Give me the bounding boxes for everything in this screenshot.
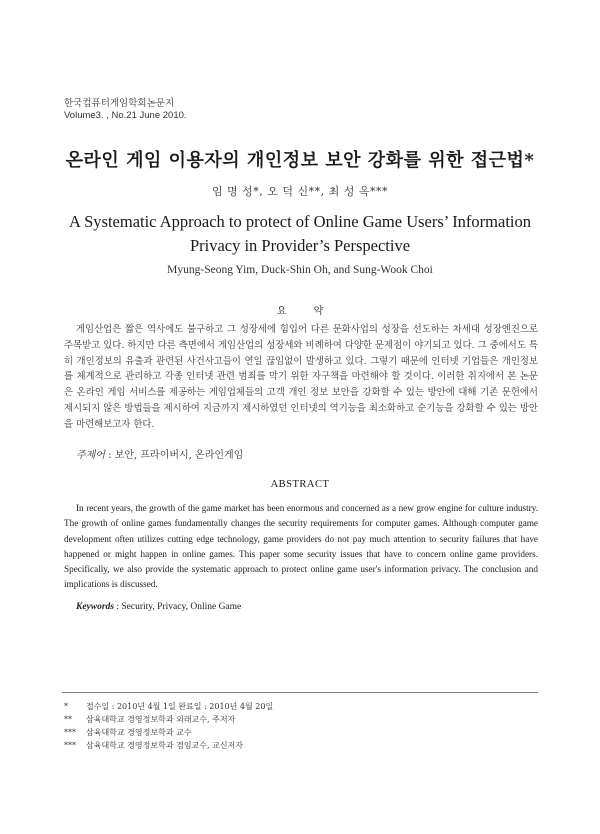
abstract-english [64,501,538,593]
footnote-mark: *** [64,741,76,750]
footnote [64,700,273,713]
footnotes [64,700,273,752]
abstract-english-text: In recent years, the growth of the game market has been enormous and concerned as a new grow engine for culture industry. The growth of online games fundamentally changes the security requirements for computer games. Although computer game development often utilizes cutting edge technology, game providers do not pay much attention to security failures that have happened or might happen in online games. This paper some security issues that have to concern online game providers. Specifically, we also provide the systematic approach to protect online game user's information privacy. The conclusion and implications is discussed. [64,503,538,590]
footnote [64,726,273,739]
footnote-mark: *** [64,728,76,737]
abstract-korean [64,322,538,433]
keywords-korean-label: 주제어 [76,450,105,461]
paper-title-korean: 온라인 게임 이용자의 개인정보 보안 강화를 위한 접근법* [65,150,535,171]
keywords-english-label: Keywords [76,602,114,612]
footnote-text: 접수일 : 2010년 4월 1일 완료일 : 2010년 4월 20일 [86,702,274,711]
footnote-mark: * [64,702,68,711]
footnote [64,713,273,726]
authors-english: Myung-Seong Yim, Duck-Shin Oh, and Sung-Wook Choi [167,264,433,276]
footnote-text: 삼육대학교 경영정보학과 교수 [86,728,192,737]
keywords-english [76,602,241,612]
footnote-text: 삼육대학교 경영정보학과 겸임교수, 교신저자 [86,741,244,750]
journal-header [64,98,187,122]
keywords-korean-value: : 보안, 프라이버시, 온라인게임 [104,450,244,461]
footnote-mark: ** [64,715,72,724]
abstract-korean-text: 게임산업은 짧은 역사에도 불구하고 그 성장세에 힘입어 다른 문화사업의 성장을 선도하는 차세대 성장엔진으로 주목받고 있다. 하지만 다른 측면에서 게임산업의 성장세와 비례하여 다양한 문제점이 야기되고 있다. 그 중에서도 특히 개인정보의 유출과 관련된 사건사고들이 연일 끊임없이 발생하고 있다. 그렇기 때문에 인터넷 기업들은 개인정보를 체계적으로 관리하고 각종 인터넷 관련 범죄를 막기 위한 자구책을 마련해야 할 것이다. 이러한 취지에서 본 논문은 온라인 게임 서비스를 제공하는 게임업체들의 고객 개인 정보 보안을 강화할 수 있는 방안에 대해 기존 문헌에서 제시되지 않은 방법들을 제시하여 지금까지 제시하였던 인터넷의 역기능을 최소화하고 순기능을 강화할 수 있는 방안을 마련해보고자 한다. [64,324,538,430]
authors-korean: 임 명 성*, 오 덕 신**, 최 성 옥*** [211,185,389,198]
abstract-korean-heading: 요 약 [276,306,336,317]
footnote-text: 삼육대학교 경영정보학과 외래교수, 주저자 [86,715,236,724]
keywords-korean [76,446,243,461]
journal-volume: Volume3. , No.21 June 2010. [64,110,187,121]
keywords-english-value: : Security, Privacy, Online Game [114,602,242,612]
footnote [64,739,273,752]
abstract-english-heading: ABSTRACT [270,479,330,490]
footnote-divider [62,692,538,693]
paper-title-english: A Systematic Approach to protect of Online Game Users’ Information Privacy in Provider’s Perspective [68,212,532,255]
journal-name: 한국컴퓨터게임학회논문지 [64,98,175,109]
